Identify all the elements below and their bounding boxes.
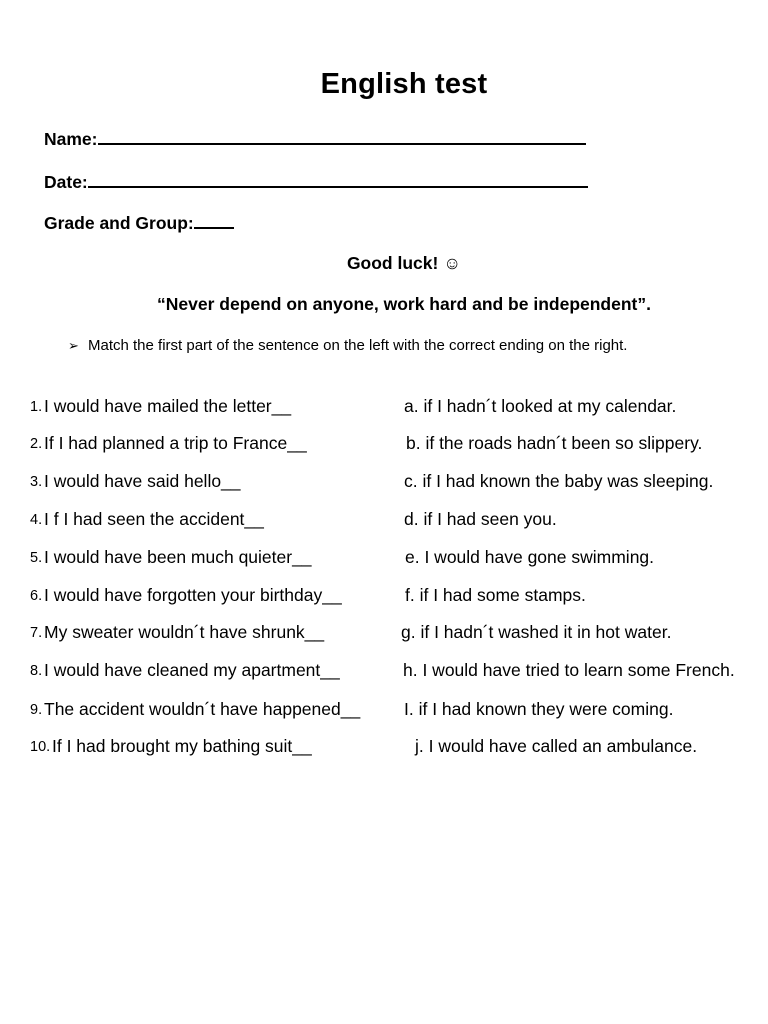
date-field [44,170,588,193]
match-row [0,660,768,688]
match-row [0,509,768,537]
item-number: 7. [30,625,43,641]
sentence-ending: e. I would have gone swimming. [405,547,655,567]
sentence-start: If I had planned a trip to France__ [44,433,307,453]
sentence-ending: I. if I had known they were coming. [404,699,674,719]
item-number: 4. [30,512,43,528]
sentence-start: I would have forgotten your birthday__ [44,585,342,605]
name-field [44,127,586,150]
item-number: 8. [30,663,43,679]
sentence-start: If I had brought my bathing suit__ [52,736,312,756]
instruction [68,337,627,354]
item-number: 5. [30,550,43,566]
page-title: English test [320,68,488,100]
sentence-ending: d. if I had seen you. [404,509,557,529]
instruction-text: Match the first part of the sentence on the left with the correct ending on the right. [88,337,628,354]
sentence-ending: b. if the roads hadn´t been so slippery. [406,433,703,453]
sentence-start: I would have been much quieter__ [44,547,312,567]
sentence-start: I would have mailed the letter__ [44,396,292,416]
item-number: 3. [30,474,43,490]
name-label: Name: [44,129,98,149]
item-number: 1. [30,399,43,415]
grade-group-label: Grade and Group: [44,213,194,233]
item-number: 9. [30,702,43,718]
item-number: 10. [30,739,51,755]
item-number: 6. [30,588,43,604]
good-luck-text: Good luck! ☺ [346,253,462,273]
grade-group-blank-line[interactable] [194,211,234,229]
grade-group-field [44,211,234,234]
arrow-bullet-icon: ➢ [68,338,79,353]
sentence-ending: f. if I had some stamps. [405,585,586,605]
sentence-start: I would have cleaned my apartment__ [44,660,340,680]
match-row [0,736,768,764]
date-label: Date: [44,172,88,192]
name-blank-line[interactable] [98,127,586,145]
date-blank-line[interactable] [88,170,588,188]
sentence-start: My sweater wouldn´t have shrunk__ [44,622,325,642]
match-row [0,585,768,613]
sentence-ending: j. I would have called an ambulance. [415,736,698,756]
item-number: 2. [30,436,43,452]
sentence-start: The accident wouldn´t have happened__ [44,699,361,719]
sentence-ending: h. I would have tried to learn some French. [403,660,735,680]
sentence-start: I f I had seen the accident__ [44,509,264,529]
sentence-ending: a. if I hadn´t looked at my calendar. [404,396,677,416]
quote-text: “Never depend on anyone, work hard and be independent”. [157,294,651,314]
sentence-ending: c. if I had known the baby was sleeping. [404,471,714,491]
match-row [0,699,768,727]
sentence-start: I would have said hello__ [44,471,241,491]
sentence-ending: g. if I hadn´t washed it in hot water. [401,622,672,642]
match-row [0,471,768,499]
match-row [0,547,768,575]
match-row [0,433,768,461]
match-row [0,622,768,650]
match-row [0,396,768,424]
